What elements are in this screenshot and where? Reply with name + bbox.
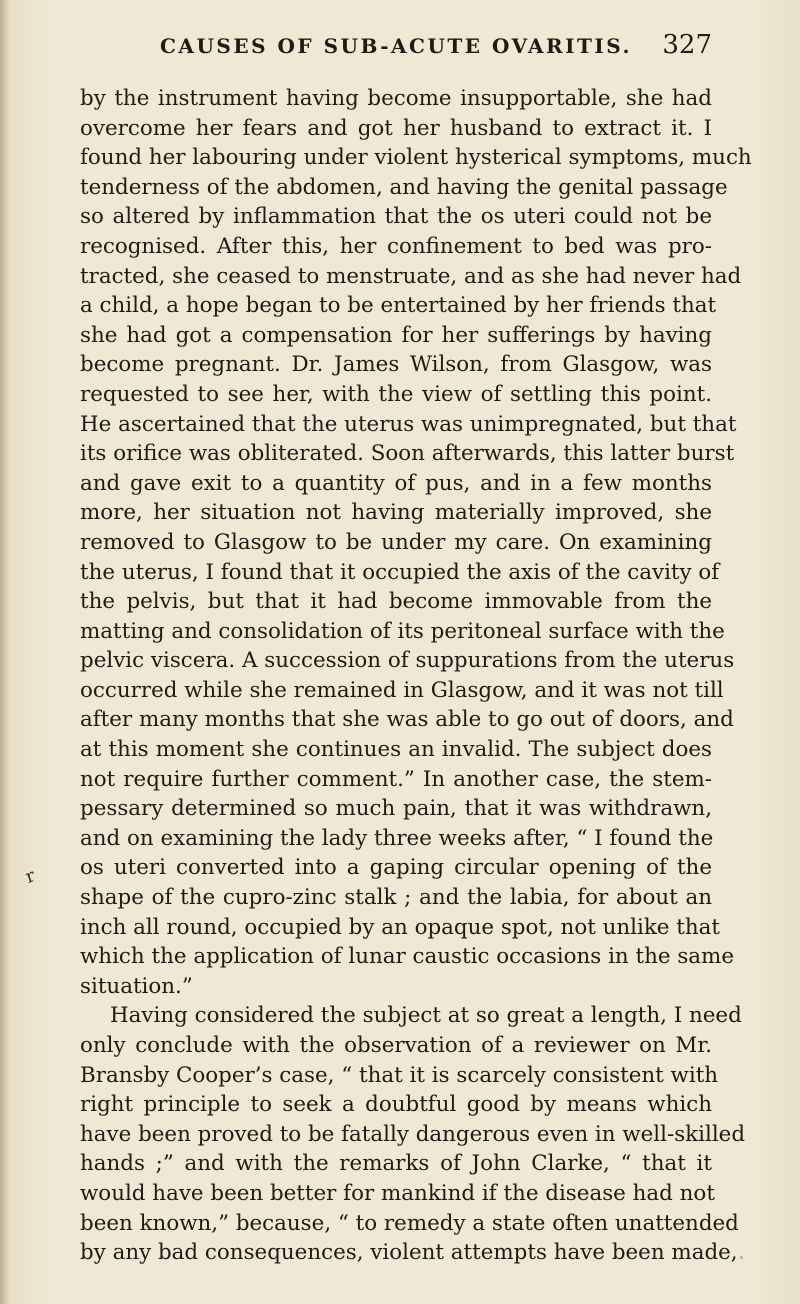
text-line: at this moment she continues an invalid. The subject does [80,737,712,763]
paragraph-start-line: Having considered the subject at so great a length, I need [110,1003,742,1029]
text-line: only conclude with the observation of a reviewer on Mr. [80,1033,712,1058]
text-line: become pregnant. Dr. James Wilson, from Glasgow, was [80,352,712,378]
margin-mark: r [22,865,38,888]
text-line: not require further comment.” In another case, the stem- [80,766,712,792]
text-line: Bransby Cooper’s case, “ that it is scarcely consistent with [80,1062,719,1088]
text-line: recognised. After this, her confinement to bed was pro- [80,233,712,259]
text-line: pelvic viscera. A succession of suppurations from the uterus [80,648,735,674]
text-line: by any bad consequences, violent attempts have been made, [80,1240,738,1266]
text-line: so altered by inflammation that the os uteri could not be [80,204,712,230]
text-line: hands ;” and with the remarks of John Clarke, “ that it [80,1151,712,1177]
text-line: more, her situation not having materially improved, she [80,500,712,526]
paper-speck [740,1256,743,1259]
text-line: by the instrument having become insupportable, she had [80,86,712,111]
text-line: she had got a compensation for her sufferings by having [80,322,712,348]
text-line: os uteri converted into a gaping circular opening of the [80,855,712,881]
page-header [80,30,712,68]
text-line: have been proved to be fatally dangerous even in well-skilled [80,1121,746,1147]
text-line: and on examining the lady three weeks after, “ I found the [80,825,714,851]
text-line: after many months that she was able to go out of doors, and [80,707,734,733]
page-number: 327 [662,30,712,60]
text-line: its orifice was obliterated. Soon afterwards, this latter burst [80,441,735,467]
text-line: occurred while she remained in Glasgow, and it was not till [80,677,724,703]
page-spine-shadow [0,0,10,1304]
text-line: inch all round, occupied by an opaque spot, not unlike that [80,914,720,940]
body-text [80,84,752,1268]
text-line: requested to see her, with the view of settling this point. [80,381,712,407]
text-line: matting and consolidation of its peritoneal surface with the [80,618,725,644]
text-line: the uterus, I found that it occupied the axis of the cavity of [80,559,720,585]
text-line: shape of the cupro-zinc stalk ; and the labia, for about an [80,885,712,911]
text-line: removed to Glasgow to be under my care. On examining [80,529,712,555]
text-line: the pelvis, but that it had become immovable from the [80,589,712,615]
running-head: CAUSES OF SUB-ACUTE OVARITIS. [160,34,632,58]
paragraph-end-line: situation.” [80,973,193,999]
text-line: been known,” because, “ to remedy a state often unattended [80,1210,739,1236]
text-line: would have been better for mankind if the disease had not [80,1180,715,1206]
text-line: tenderness of the abdomen, and having the genital passage [80,174,728,200]
text-line: pessary determined so much pain, that it was withdrawn, [80,796,712,822]
text-line: a child, a hope began to be entertained by her friends that [80,293,717,319]
text-line: tracted, she ceased to menstruate, and as she had never had [80,263,742,289]
text-line: He ascertained that the uterus was unimpregnated, but that [80,411,737,437]
text-line: right principle to seek a doubtful good by means which [80,1092,712,1118]
text-line: found her labouring under violent hysterical symptoms, much [80,145,752,171]
text-line: which the application of lunar caustic occasions in the same [80,944,734,970]
text-line: and gave exit to a quantity of pus, and in a few months [80,470,712,496]
text-line: overcome her fears and got her husband to extract it. I [80,115,712,141]
